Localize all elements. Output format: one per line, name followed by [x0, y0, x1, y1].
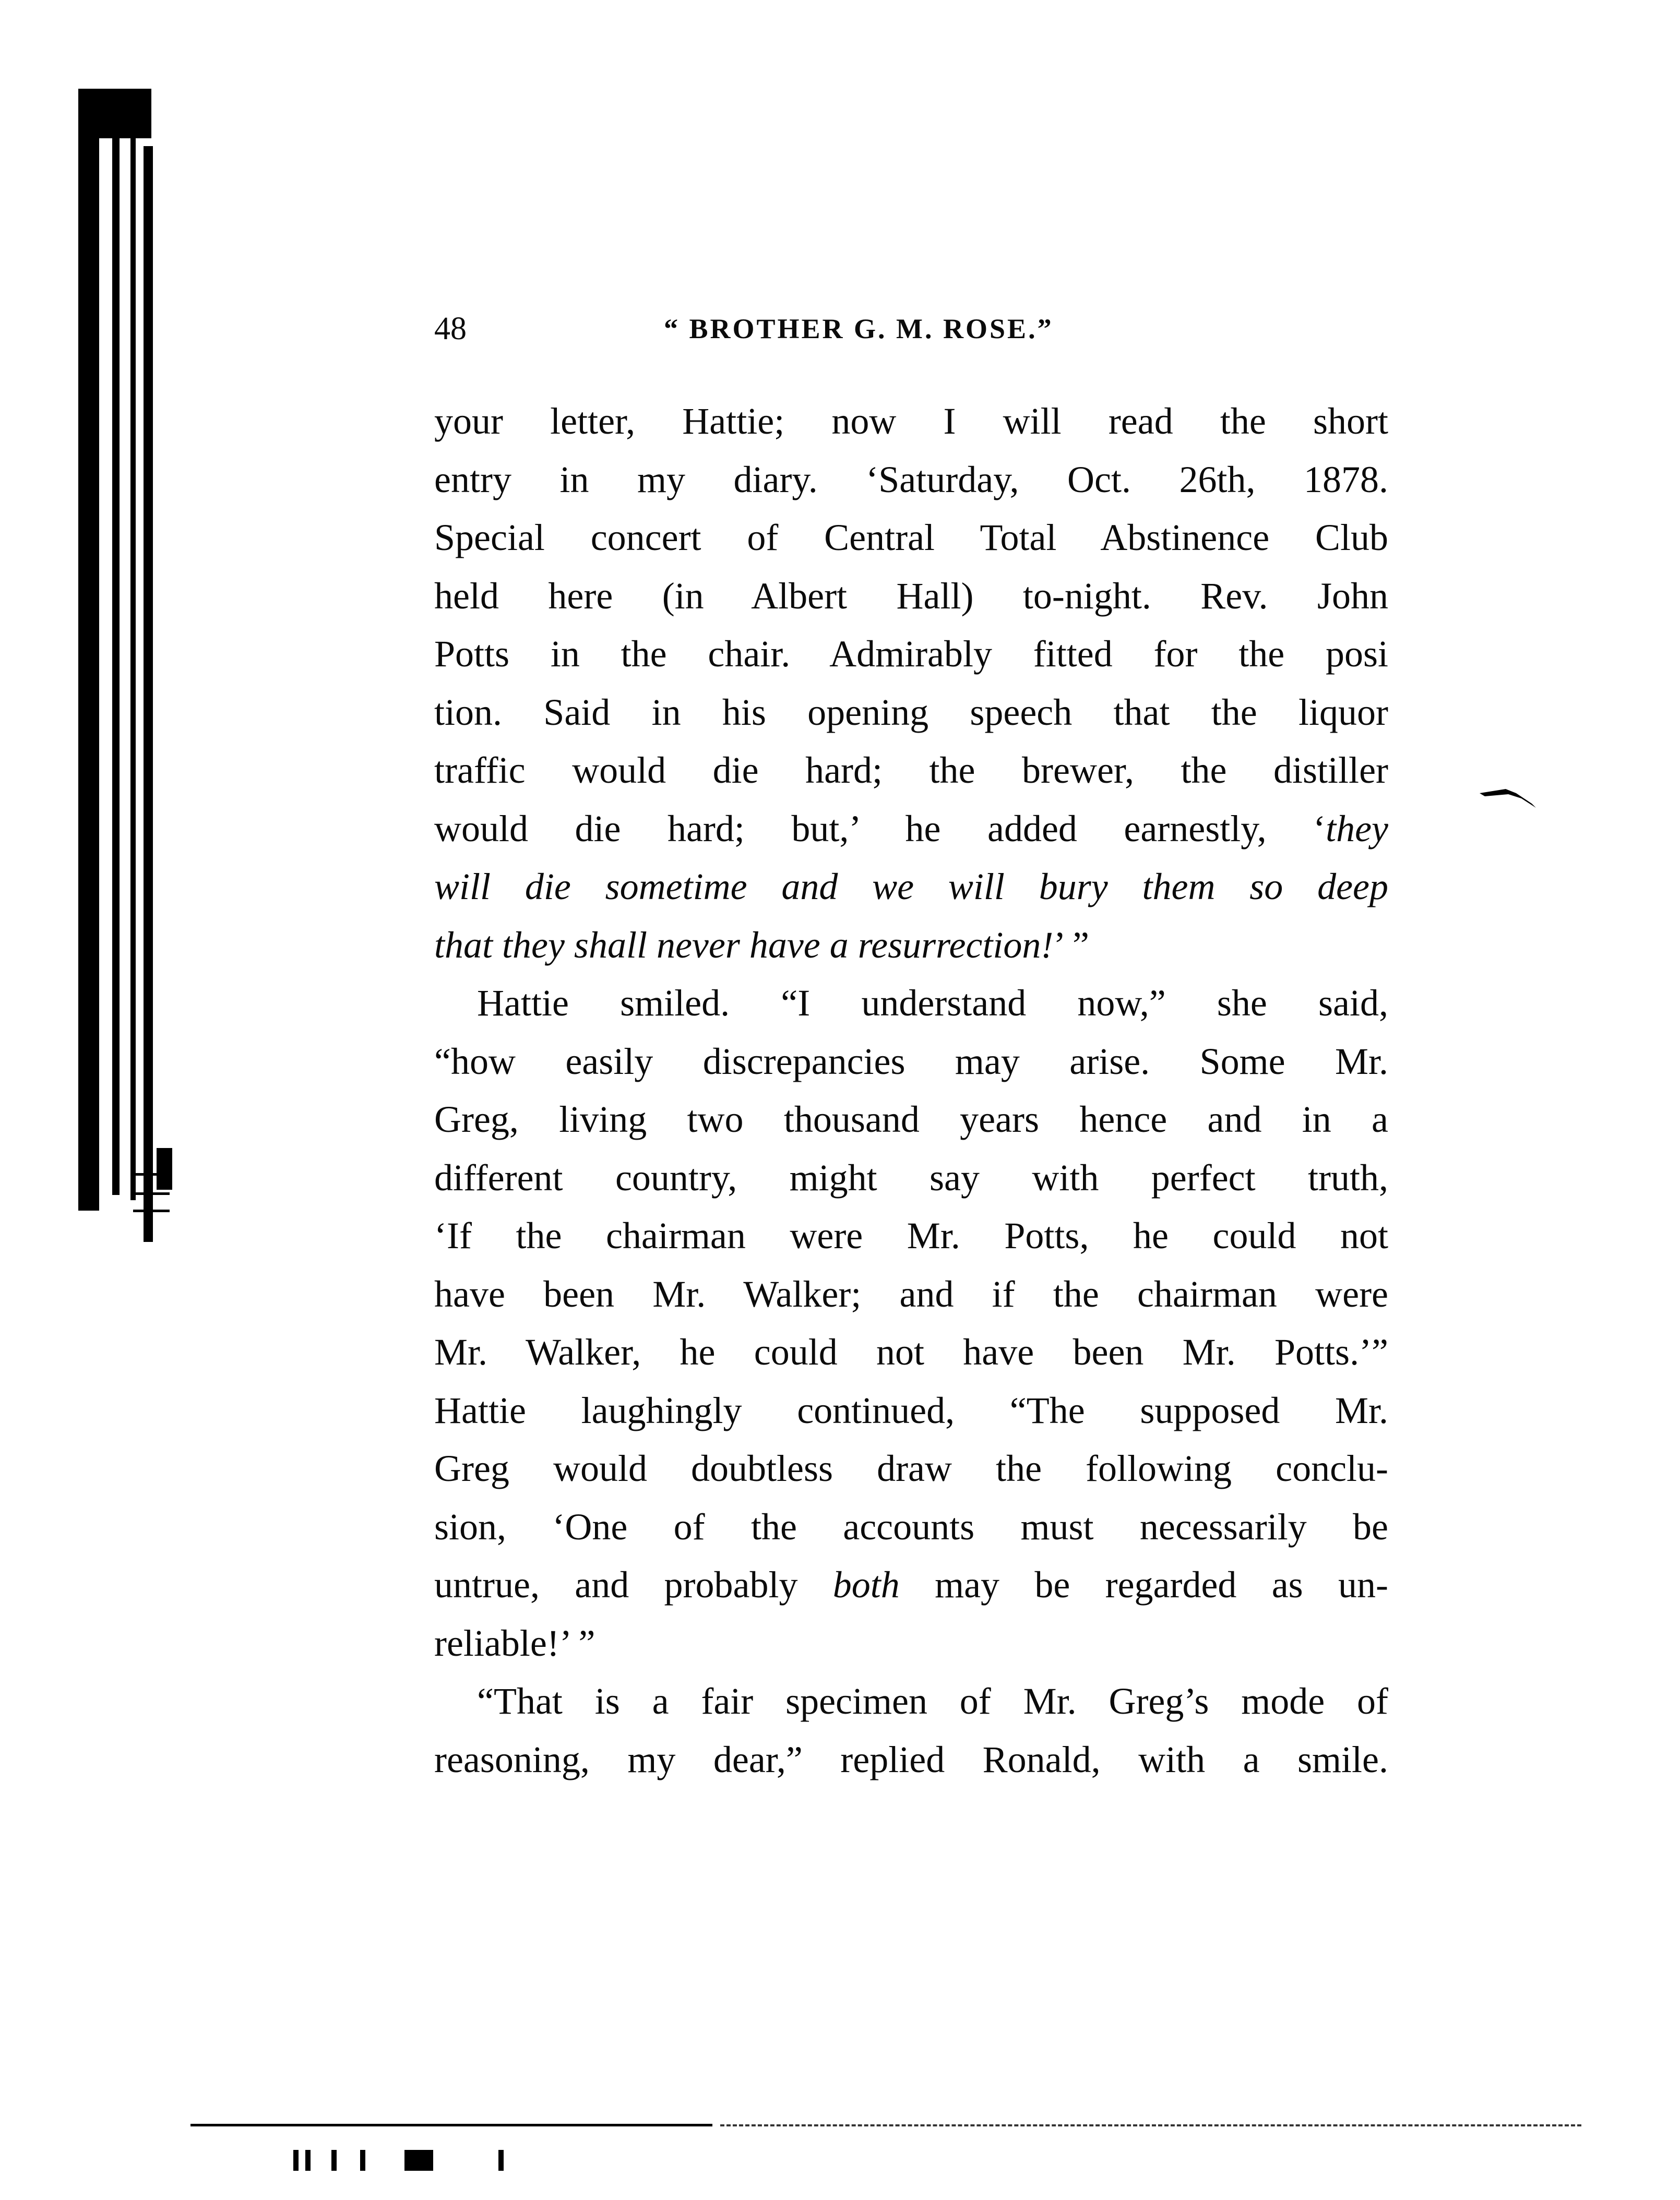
text-line: your letter, Hattie; now I will read the short [434, 400, 1388, 442]
ink-blot-mark [1480, 778, 1537, 809]
text-line: Potts in the chair. Admirably fitted for the posi [434, 633, 1388, 675]
scan-bottom-edge [190, 2124, 712, 2126]
text-line: Hattie laughingly continued, “The supposed Mr. [434, 1389, 1388, 1431]
text-line: that they shall never have a resurrection!’ ” [434, 924, 1089, 966]
running-title: “ BROTHER G. M. ROSE.” [664, 313, 1054, 344]
text-line: held here (in Albert Hall) to-night. Rev. John [434, 575, 1388, 617]
running-head [434, 308, 1388, 350]
page-body-text [434, 392, 1388, 1789]
scan-bottom-mark [360, 2150, 365, 2171]
text-line: sion, ‘One of the accounts must necessarily be [434, 1505, 1388, 1548]
page-number: 48 [434, 311, 467, 346]
text-line: reasoning, my dear,” replied Ronald, with a smile. [434, 1738, 1388, 1780]
text-line: tion. Said in his opening speech that the liquor [434, 691, 1388, 733]
scan-bottom-mark [498, 2150, 504, 2171]
scan-binding-stripe [130, 136, 136, 1200]
scan-bottom-mark [293, 2150, 299, 2171]
scan-binding-stripe [157, 1148, 172, 1190]
scan-bottom-mark [305, 2150, 311, 2171]
text-line: will die sometime and we will bury them so deep [434, 866, 1388, 907]
scan-bottom-mark [331, 2150, 337, 2171]
scan-bottom-mark [404, 2150, 433, 2171]
text-line: Hattie smiled. “I understand now,” she said, [477, 982, 1388, 1024]
scan-binding-tick [133, 1173, 170, 1176]
text-line: Special concert of Central Total Abstinence Club [434, 517, 1388, 558]
text-line: traffic would die hard; the brewer, the distiller [434, 749, 1388, 791]
scan-binding-tick [133, 1192, 170, 1195]
text-line: have been Mr. Walker; and if the chairman were [434, 1273, 1388, 1315]
text-line: Mr. Walker, he could not have been Mr. Potts.’” [434, 1331, 1388, 1373]
scan-binding-shadow [78, 89, 99, 1211]
text-line: reliable!’ ” [434, 1622, 595, 1664]
scan-binding-tick [133, 1210, 170, 1212]
text-line: untrue, and probably both may be regarded as un- [434, 1564, 1388, 1606]
scan-bottom-edge-dashed [720, 2124, 1581, 2126]
text-line: Greg, living two thousand years hence and in a [434, 1098, 1388, 1140]
text-line: entry in my diary. ‘Saturday, Oct. 26th, 1878. [434, 458, 1388, 500]
text-line: “how easily discrepancies may arise. Some Mr. [434, 1040, 1388, 1082]
text-line: Greg would doubtless draw the following conclu- [434, 1448, 1388, 1489]
text-line: ‘If the chairman were Mr. Potts, he could not [434, 1215, 1388, 1257]
scan-binding-stripe [112, 125, 120, 1195]
text-line: would die hard; but,’ he added earnestly, ‘they [434, 807, 1388, 850]
text-line: different country, might say with perfect truth, [434, 1156, 1388, 1199]
scan-binding-stripe [144, 146, 153, 1242]
text-line: “That is a fair specimen of Mr. Greg’s mode of [477, 1680, 1388, 1722]
